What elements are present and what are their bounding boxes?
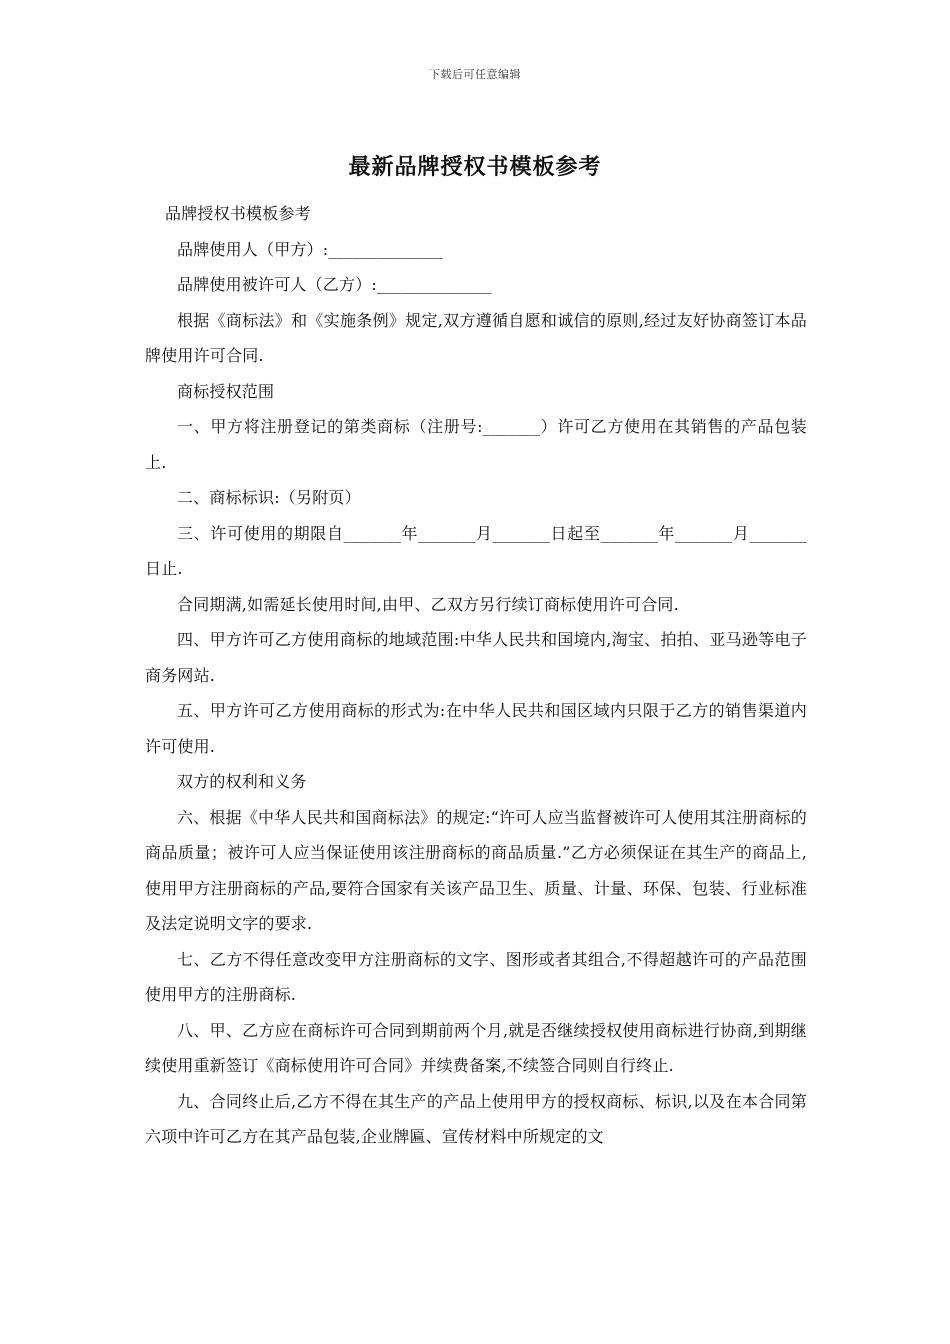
paragraph-clause-1: 一、甲方将注册登记的第类商标（注册号:_______）许可乙方使用在其销售的产品包装上.: [145, 417, 807, 472]
paragraph-clause-6: 六、根据《中华人民共和国商标法》的规定:“许可人应当监督被许可人使用其注册商标的商品质量；被许可人应当保证使用该注册商标的商品质量.”乙方必须保证在其生产的商品上,使用甲方注册商标的产品,要符合国家有关该产品卫生、质量、计量、环保、包装、行业标准及法定说明文字的要求.: [145, 807, 807, 933]
paragraph-expiry: 合同期满,如需延长使用时间,由甲、乙双方另行续订商标使用许可合同.: [177, 594, 679, 614]
paragraph-clause-7: 七、乙方不得任意改变甲方注册商标的文字、图形或者其组合,不得超越许可的产品范围使用甲方的注册商标.: [145, 949, 807, 1004]
document-title: 最新品牌授权书模板参考: [348, 154, 602, 180]
paragraph-party-a: 品牌使用人（甲方）:______________: [177, 239, 444, 259]
paragraph-party-b: 品牌使用被许可人（乙方）:______________: [177, 275, 492, 294]
header-note: 下载后可任意编辑: [429, 68, 521, 81]
paragraph-subtitle: 品牌授权书模板参考: [165, 204, 311, 223]
paragraph-preamble: 根据《商标法》和《实施条例》规定,双方遵循自愿和诚信的原则,经过友好协商签订本品牌使用许可合同.: [145, 310, 807, 365]
section-heading-rights: 双方的权利和义务: [177, 772, 307, 791]
paragraph-clause-3: 三、许可使用的期限自_______年_______月_______日起至_______年_______月_______日止.: [145, 523, 807, 578]
section-heading-scope: 商标授权范围: [177, 381, 275, 401]
paragraph-clause-4: 四、甲方许可乙方使用商标的地域范围:中华人民共和国境内,淘宝、拍拍、亚马逊等电子商务网站.: [145, 630, 807, 685]
document-body: [145, 196, 807, 1155]
paragraph-clause-8: 八、甲、乙方应在商标许可合同到期前两个月,就是否继续授权使用商标进行协商,到期继续使用重新签订《商标使用许可合同》并续费备案,不续签合同则自行终止.: [145, 1020, 807, 1075]
paragraph-clause-2: 二、商标标识:（另附页）: [177, 488, 361, 507]
paragraph-clause-5: 五、甲方许可乙方使用商标的形式为:在中华人民共和国区域内只限于乙方的销售渠道内许可使用.: [145, 701, 807, 756]
paragraph-clause-9: 九、合同终止后,乙方不得在其生产的产品上使用甲方的授权商标、标识,以及在本合同第六项中许可乙方在其产品包装,企业牌匾、宣传材料中所规定的文: [145, 1091, 807, 1146]
